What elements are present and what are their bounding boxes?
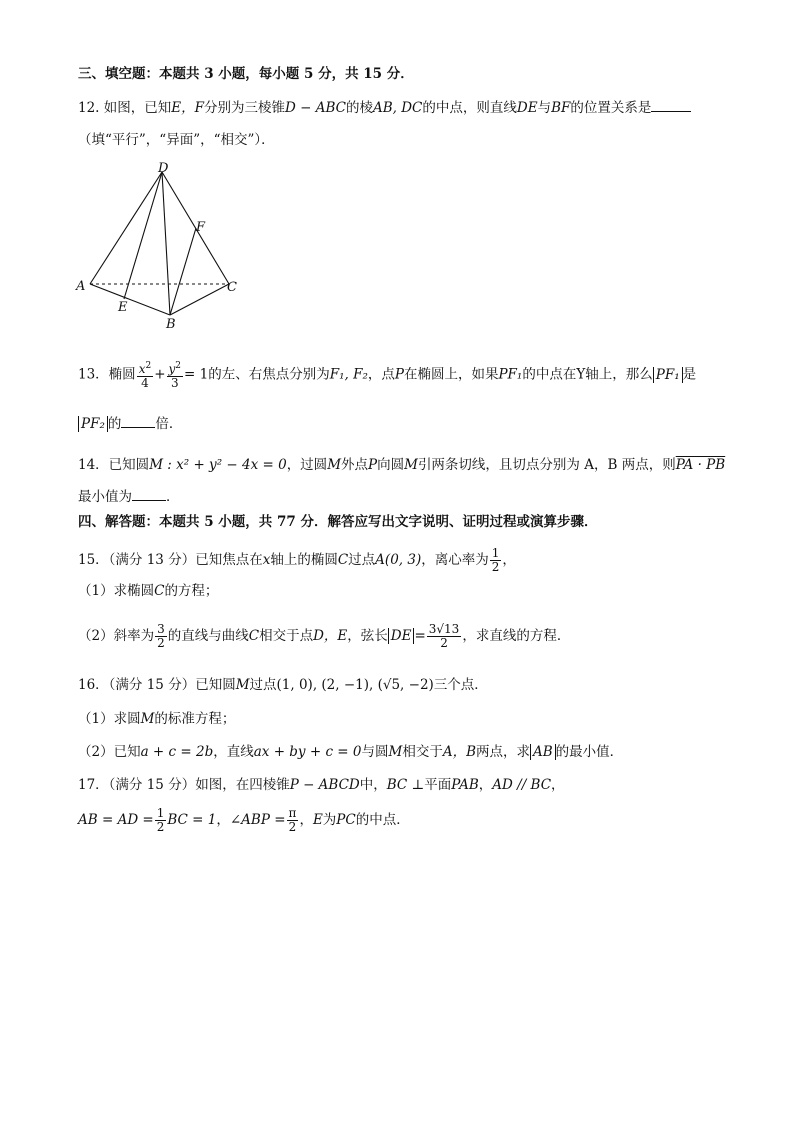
question-13-line-1: 13．椭圆 $\frac{x^2}{4}$ + $\frac{y^2}{3}$ = 1的左、右焦点分别为F₁, F₂，点P在椭圆上，如果PF₁的中点在Y轴上，那么 PF₁ 是 xyxy=(78,361,697,390)
edge-bc xyxy=(170,284,229,315)
section-3-heading: 三、填空题：本题共 3 小题，每小题 5 分，共 15 分． xyxy=(78,66,414,82)
abs-pf1: PF₁ xyxy=(653,367,683,383)
question-13-line-2: PF₂ 的 倍． xyxy=(78,413,182,434)
circle-equation: M : x² + y² − 4x = 0 xyxy=(149,457,287,473)
question-16-part-1: （1）求圆M的标准方程； xyxy=(78,711,236,727)
fraction-y2-over-3: $\frac{y^2}{3}$ xyxy=(168,361,182,390)
label-a: A xyxy=(76,279,86,294)
fraction-slope: $\frac{3}{2}$ xyxy=(157,622,165,650)
q12-text: 的中点，则直线 xyxy=(422,100,517,116)
fraction-x2-over-4: $\frac{x^2}{4}$ xyxy=(138,361,152,390)
edge-ab xyxy=(90,284,170,315)
q13-text: 13．椭圆 xyxy=(78,366,136,383)
question-14-line-1: 14．已知圆M : x² + y² − 4x = 0，过圆M外点P向圆M引两条切线，且切点分别为 A，B 两点，则PA · PB xyxy=(78,457,726,473)
dot-product: PA · PB xyxy=(675,457,726,473)
fraction-one-half: $\frac{1}{2}$ xyxy=(491,546,500,574)
tetrahedron-figure xyxy=(74,160,244,335)
question-17-intro: 17．（满分 15 分）如图，在四棱锥P − ABCD中，BC ⊥平面PAB，AD // BC， xyxy=(78,777,565,793)
q12-math: E，F xyxy=(171,100,204,116)
q12-math: AB, DC xyxy=(372,100,423,116)
q12-text: 12. 如图，已知 xyxy=(78,100,172,116)
label-f: F xyxy=(196,220,206,235)
answer-blank[interactable] xyxy=(651,97,691,112)
question-14-line-2: 最小值为 ． xyxy=(78,486,180,507)
q12-text: 的棱 xyxy=(345,100,373,116)
question-12-line-1 xyxy=(78,97,691,118)
question-17-line-2: AB = AD = $\frac{1}{2}$ BC = 1，∠ABP = $\frac{\pi}{2}$ ，E为PC的中点． xyxy=(78,806,410,834)
q12-math: DE xyxy=(516,100,538,116)
fraction-pi-over-2: $\frac{\pi}{2}$ xyxy=(288,806,297,834)
label-e: E xyxy=(118,300,128,315)
question-15-part-1: （1）求椭圆C的方程； xyxy=(78,583,219,599)
q12-text: 与 xyxy=(537,100,552,116)
q12-text: 分别为三棱锥 xyxy=(204,100,285,116)
fraction-chord-length: $\frac{3√13}{2}$ xyxy=(428,622,460,650)
section-4-heading: 四、解答题：本题共 5 小题，共 77 分．解答应写出文字说明、证明过程或演算步骤． xyxy=(78,514,598,530)
q12-math: D − ABC xyxy=(285,100,346,116)
question-16-part-2: （2）已知a + c = 2b，直线ax + by + c = 0与圆M相交于A，B两点，求 AB 的最小值． xyxy=(78,744,624,760)
points-list: (1, 0), (2, −1), (√5, −2) xyxy=(276,677,434,693)
abs-pf2: PF₂ xyxy=(78,416,108,432)
question-15-part-2: （2）斜率为 $\frac{3}{2}$ 的直线与曲线C相交于点D，E，弦长 DE = $\frac{3√13}{2}$ ，求直线的方程． xyxy=(78,622,571,650)
label-b: B xyxy=(166,317,176,332)
question-15-intro: 15．（满分 13 分）已知焦点在x轴上的椭圆C过点A(0, 3)，离心率为 $\frac{1}{2}$ ， xyxy=(78,546,516,574)
line-de xyxy=(124,172,162,299)
line-bf xyxy=(170,228,196,315)
q12-text: 的位置关系是 xyxy=(570,100,652,116)
label-d: D xyxy=(158,161,169,176)
abs-de: DE xyxy=(388,628,415,644)
edge-db xyxy=(162,172,170,315)
label-c: C xyxy=(227,280,237,295)
edge-da xyxy=(90,172,162,284)
fraction-one-half: $\frac{1}{2}$ xyxy=(156,806,165,834)
answer-blank[interactable] xyxy=(132,486,166,501)
question-12-line-2: （填“平行”，“异面”，“相交”）． xyxy=(78,132,275,148)
q12-math: BF xyxy=(551,100,571,116)
abs-ab: AB xyxy=(530,744,556,760)
answer-blank[interactable] xyxy=(121,413,155,428)
question-16-intro: 16．（满分 15 分）已知圆M过点(1, 0), (2, −1), (√5, −2)三个点． xyxy=(78,677,488,693)
